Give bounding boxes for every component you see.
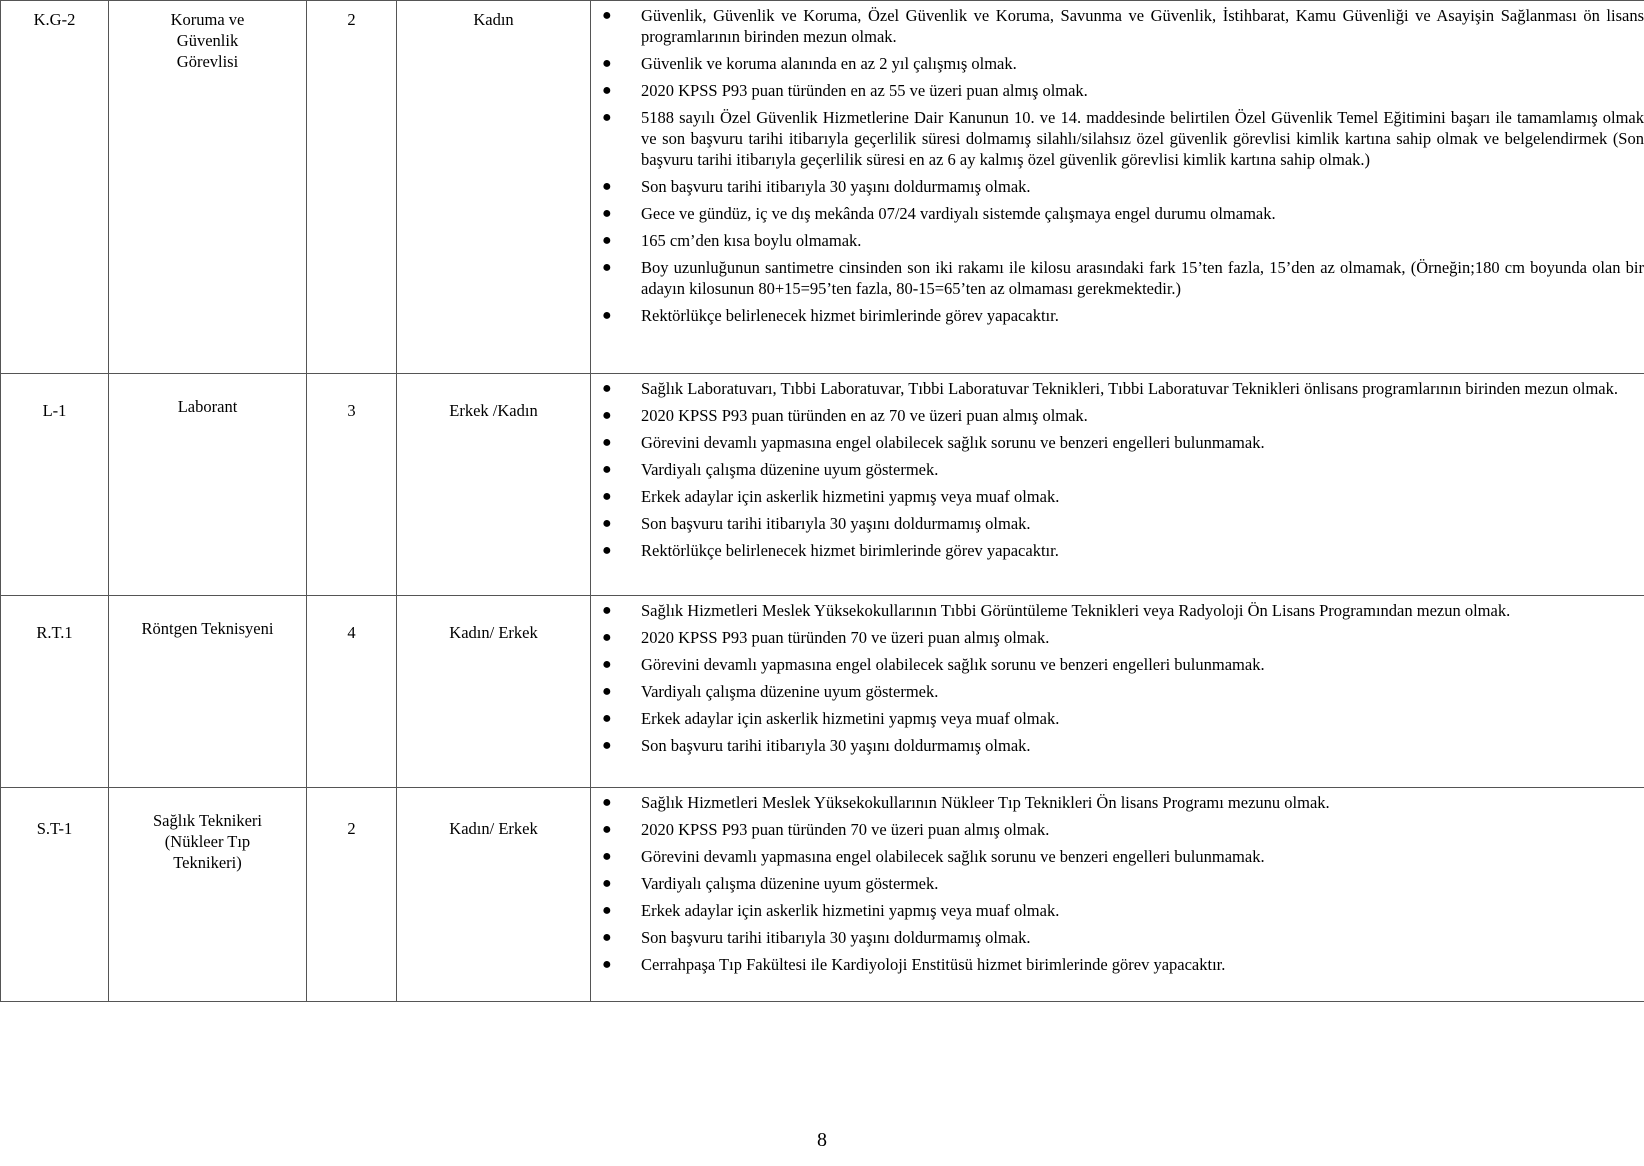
bullet-icon: ● bbox=[602, 737, 612, 754]
list-item: ● Vardiyalı çalışma düzenine uyum göstermek. bbox=[602, 874, 939, 893]
bullet-icon: ● bbox=[602, 380, 612, 397]
list-item: ● 2020 KPSS P93 puan türünden 70 ve üzeri puan almış olmak. bbox=[602, 628, 1050, 647]
position-title-cell bbox=[109, 374, 307, 596]
position-gender: Kadın bbox=[473, 10, 514, 29]
list-item: ● 2020 KPSS P93 puan türünden en az 55 ve üzeri puan almış olmak. bbox=[602, 81, 1088, 100]
position-count: 4 bbox=[347, 623, 356, 642]
position-title: Röntgen Teknisyeni bbox=[141, 619, 274, 638]
position-title: Laborant bbox=[177, 397, 238, 416]
bullet-icon: ● bbox=[602, 109, 612, 126]
position-code: R.T.1 bbox=[36, 623, 73, 642]
list-item: ● Sağlık Laboratuvarı, Tıbbi Laboratuvar, Tıbbi Laboratuvar Teknikleri, Tıbbi Laboratuvar Teknikleri önlisans programlarının birinden mezun olmak. bbox=[602, 379, 1618, 398]
bullet-icon: ● bbox=[602, 542, 612, 559]
bullet-icon: ● bbox=[602, 7, 612, 24]
list-item: ● Görevini devamlı yapmasına engel olabilecek sağlık sorunu ve benzeri engelleri bulunmamak. bbox=[602, 655, 1265, 674]
position-gender-cell bbox=[397, 374, 591, 596]
bullet-icon: ● bbox=[602, 434, 612, 451]
table-row bbox=[1, 596, 1644, 788]
position-gender-cell bbox=[397, 596, 591, 788]
list-item: ● Sağlık Hizmetleri Meslek Yüksekokullarının Tıbbi Görüntüleme Teknikleri veya Radyoloji Ön Lisans Programından mezun olmak. bbox=[602, 601, 1511, 620]
list-item: ● Gece ve gündüz, iç ve dış mekânda 07/24 vardiyalı sistemde çalışmaya engel durumu olmamak. bbox=[602, 204, 1276, 223]
position-title-cell bbox=[109, 1, 307, 374]
page-number: 8 bbox=[817, 1129, 827, 1151]
list-item: ● 2020 KPSS P93 puan türünden 70 ve üzeri puan almış olmak. bbox=[602, 820, 1050, 839]
list-item: ● Son başvuru tarihi itibarıyla 30 yaşını doldurmamış olmak. bbox=[602, 928, 1031, 947]
position-count-cell bbox=[307, 374, 397, 596]
table-row bbox=[1, 788, 1644, 1002]
position-gender: Erkek /Kadın bbox=[449, 401, 538, 420]
requirements-list bbox=[591, 1, 1644, 340]
position-count: 3 bbox=[347, 401, 356, 420]
list-item: ● 165 cm’den kısa boylu olmamak. bbox=[602, 231, 862, 250]
list-item: ● Güvenlik ve koruma alanında en az 2 yıl çalışmış olmak. bbox=[602, 54, 1017, 73]
position-count: 2 bbox=[347, 819, 356, 838]
list-item: ● Son başvuru tarihi itibarıyla 30 yaşını doldurmamış olmak. bbox=[602, 177, 1031, 196]
requirements-list bbox=[591, 374, 1644, 575]
list-item: ● Görevini devamlı yapmasına engel olabilecek sağlık sorunu ve benzeri engelleri bulunmamak. bbox=[602, 433, 1265, 452]
position-code: S.T-1 bbox=[36, 819, 73, 838]
position-gender-cell bbox=[397, 1, 591, 374]
bullet-icon: ● bbox=[602, 629, 612, 646]
requirements-cell bbox=[591, 788, 1644, 1002]
position-code-cell bbox=[1, 1, 109, 374]
bullet-icon: ● bbox=[602, 82, 612, 99]
bullet-icon: ● bbox=[602, 488, 612, 505]
bullet-icon: ● bbox=[602, 178, 612, 195]
requirements-list bbox=[591, 596, 1644, 770]
bullet-icon: ● bbox=[602, 55, 612, 72]
bullet-icon: ● bbox=[602, 683, 612, 700]
list-item: ● Rektörlükçe belirlenecek hizmet birimlerinde görev yapacaktır. bbox=[602, 306, 1059, 325]
position-code: K.G-2 bbox=[33, 10, 76, 29]
table-row bbox=[1, 374, 1644, 596]
position-title-cell bbox=[109, 788, 307, 1002]
bullet-icon: ● bbox=[602, 656, 612, 673]
list-item: ● Erkek adaylar için askerlik hizmetini yapmış veya muaf olmak. bbox=[602, 901, 1060, 920]
bullet-icon: ● bbox=[602, 710, 612, 727]
list-item: ● Erkek adaylar için askerlik hizmetini yapmış veya muaf olmak. bbox=[602, 487, 1060, 506]
position-code-cell bbox=[1, 788, 109, 1002]
list-item: ● Cerrahpaşa Tıp Fakültesi ile Kardiyoloji Enstitüsü hizmet birimlerinde görev yapacaktır. bbox=[602, 955, 1226, 974]
bullet-icon: ● bbox=[602, 602, 612, 619]
bullet-icon: ● bbox=[602, 956, 612, 973]
requirements-cell bbox=[591, 374, 1644, 596]
bullet-icon: ● bbox=[602, 821, 612, 838]
requirements-list bbox=[591, 788, 1644, 989]
list-item: ● Vardiyalı çalışma düzenine uyum göstermek. bbox=[602, 460, 939, 479]
position-title: Sağlık Teknikeri (Nükleer Tıp Teknikeri) bbox=[153, 811, 262, 872]
list-item: ● Sağlık Hizmetleri Meslek Yüksekokullarının Nükleer Tıp Teknikleri Ön lisans Programı mezunu olmak. bbox=[602, 793, 1330, 812]
bullet-icon: ● bbox=[602, 875, 612, 892]
position-gender: Kadın/ Erkek bbox=[449, 623, 538, 642]
table-row bbox=[1, 1, 1644, 374]
list-item: ● Vardiyalı çalışma düzenine uyum göstermek. bbox=[602, 682, 939, 701]
position-gender-cell bbox=[397, 788, 591, 1002]
list-item: ● Güvenlik, Güvenlik ve Koruma, Özel Güvenlik ve Koruma, Savunma ve Güvenlik, İstihbarat, Kamu Güvenliği ve Asayişin Sağlanması ön lisans programlarının birinden mezun olmak. bbox=[602, 6, 1644, 46]
position-count-cell bbox=[307, 596, 397, 788]
bullet-icon: ● bbox=[602, 232, 612, 249]
list-item: ● Boy uzunluğunun santimetre cinsinden son iki rakamı ile kilosu arasındaki fark 15’ten fazla, 15’den az olmamak, (Örneğin;180 cm boyunda olan bir adayın kilosunun 80+15=95’ten fazla, 80-15=65’ten az olmaması gerekmektedir.) bbox=[602, 258, 1644, 298]
list-item: ● Son başvuru tarihi itibarıyla 30 yaşını doldurmamış olmak. bbox=[602, 736, 1031, 755]
position-code: L-1 bbox=[42, 401, 67, 420]
list-item: ● Son başvuru tarihi itibarıyla 30 yaşını doldurmamış olmak. bbox=[602, 514, 1031, 533]
position-count-cell bbox=[307, 788, 397, 1002]
bullet-icon: ● bbox=[602, 205, 612, 222]
requirements-cell bbox=[591, 1, 1644, 374]
bullet-icon: ● bbox=[602, 929, 612, 946]
bullet-icon: ● bbox=[602, 794, 612, 811]
position-count: 2 bbox=[347, 10, 356, 29]
bullet-icon: ● bbox=[602, 461, 612, 478]
requirements-cell bbox=[591, 596, 1644, 788]
list-item: ● 5188 sayılı Özel Güvenlik Hizmetlerine Dair Kanunun 10. ve 14. maddesinde belirtilen Özel Güvenlik Temel Eğitimini başarı ile tamamlamış olmak ve son başvuru tarihi itibarıyla geçerlilik süresi dolmamış silahlı/silahsız özel güvenlik görevlisi kimlik kartına sahip olmak ve belgelendirmek (Son başvuru tarihi itibarıyla geçerlilik süresi en az 6 ay kalmış özel güvenlik görevlisi kimlik kartına sahip olmak.) bbox=[602, 108, 1644, 169]
position-count-cell bbox=[307, 1, 397, 374]
bullet-icon: ● bbox=[602, 407, 612, 424]
list-item: ● Rektörlükçe belirlenecek hizmet birimlerinde görev yapacaktır. bbox=[602, 541, 1059, 560]
list-item: ● Görevini devamlı yapmasına engel olabilecek sağlık sorunu ve benzeri engelleri bulunmamak. bbox=[602, 847, 1265, 866]
position-code-cell bbox=[1, 596, 109, 788]
bullet-icon: ● bbox=[602, 515, 612, 532]
position-code-cell bbox=[1, 374, 109, 596]
bullet-icon: ● bbox=[602, 259, 612, 276]
position-title: Koruma ve Güvenlik Görevlisi bbox=[170, 10, 245, 71]
list-item: ● 2020 KPSS P93 puan türünden en az 70 ve üzeri puan almış olmak. bbox=[602, 406, 1088, 425]
position-title-cell bbox=[109, 596, 307, 788]
bullet-icon: ● bbox=[602, 848, 612, 865]
bullet-icon: ● bbox=[602, 307, 612, 324]
bullet-icon: ● bbox=[602, 902, 612, 919]
position-gender: Kadın/ Erkek bbox=[449, 819, 538, 838]
list-item: ● Erkek adaylar için askerlik hizmetini yapmış veya muaf olmak. bbox=[602, 709, 1060, 728]
